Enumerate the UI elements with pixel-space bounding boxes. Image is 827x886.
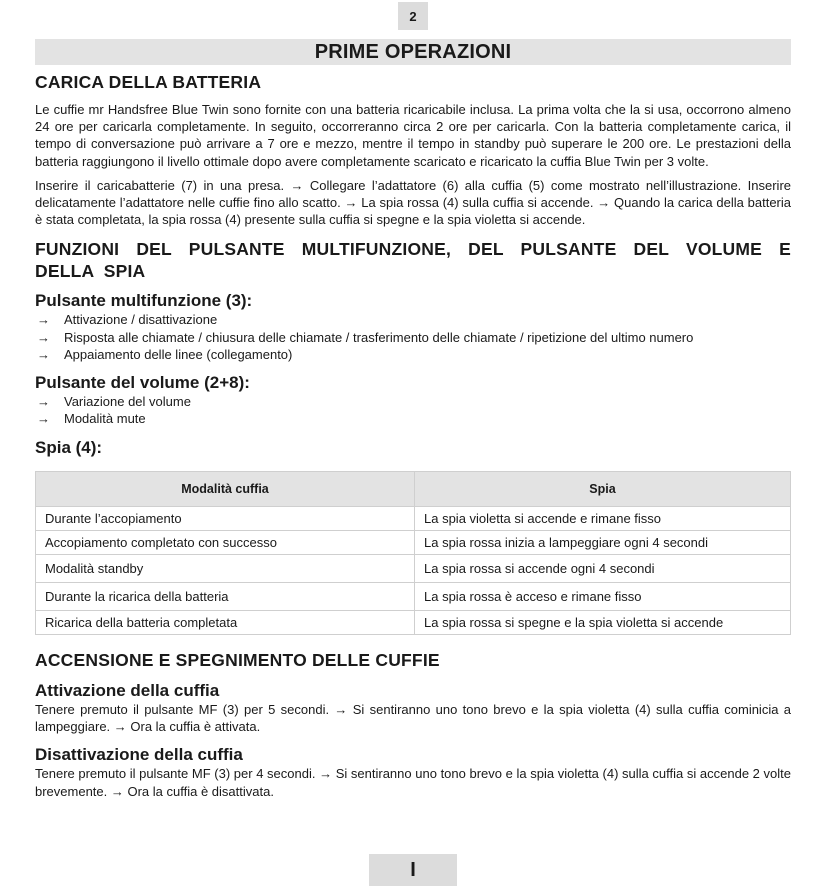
led-heading: Spia (4): xyxy=(35,437,103,457)
table-cell: Durante la ricarica della batteria xyxy=(36,582,415,610)
power-heading: ACCENSIONE E SPEGNIMENTO DELLE CUFFIE xyxy=(35,649,440,670)
column-header-mode: Modalità cuffia xyxy=(36,471,415,506)
table-row xyxy=(36,506,791,530)
list-item: → Appaiamento delle linee (collegamento) xyxy=(37,347,293,363)
volume-heading: Pulsante del volume (2+8): xyxy=(35,372,250,392)
volume-list xyxy=(35,393,791,428)
page-number-top: 2 xyxy=(398,2,428,30)
page-number-bottom: I xyxy=(369,854,457,886)
power-on-text: Tenere premuto il pulsante MF (3) per 5 secondi. → Si sentiranno uno tono brevo e la spia violetta (4) sulla cuffia cominicia a lampeggiare. → Ora la cuffia è attivata. xyxy=(35,701,791,735)
arrow-icon: → xyxy=(37,393,50,409)
arrow-icon: → xyxy=(37,329,50,345)
charging-paragraph-2: Inserire il caricabatterie (7) in una presa. → Collegare l’adattatore (6) alla cuffia (5) come mostrato nell’illustrazione. Inserire delicatamente l’adattatore nelle cuffie fino allo scatto. → La spia rossa (4) sulla cuffia si accende. → Quando la carica della batteria è stata completata, la spia rossa (4) presente sulla cuffia si spegne e la spia violetta si accende. xyxy=(35,177,791,228)
power-off-heading: Disattivazione della cuffia xyxy=(35,745,243,765)
table-row xyxy=(36,610,791,634)
arrow-icon: → xyxy=(37,411,50,427)
power-on-heading: Attivazione della cuffia xyxy=(35,680,220,700)
table-cell: La spia rossa si spegne e la spia violetta si accende xyxy=(415,610,791,634)
multifunction-heading: Pulsante multifunzione (3): xyxy=(35,291,253,311)
main-content xyxy=(35,72,791,800)
list-item: → Variazione del volume xyxy=(37,393,191,409)
table-cell: La spia rossa si accende ogni 4 secondi xyxy=(415,554,791,582)
table-cell: Accopiamento completato con successo xyxy=(36,530,415,554)
list-item: → Risposta alle chiamate / chiusura delle chiamate / trasferimento delle chiamate / ripetizione del ultimo numero xyxy=(37,329,694,345)
column-header-led: Spia xyxy=(415,471,791,506)
multifunction-list xyxy=(35,311,791,364)
power-off-text: Tenere premuto il pulsante MF (3) per 4 secondi. → Si sentiranno uno tono brevo e la spia violetta (4) sulla cuffia si accende 2 volte brevemente. → Ora la cuffia è disattivata. xyxy=(35,766,791,799)
led-table xyxy=(35,471,791,635)
arrow-icon: → xyxy=(37,312,50,328)
table-header-row xyxy=(36,471,791,506)
table-row xyxy=(36,554,791,582)
table-cell: La spia violetta si accende e rimane fisso xyxy=(415,506,791,530)
arrow-icon: → xyxy=(37,347,50,363)
list-item: → Modalità mute xyxy=(37,411,146,427)
charging-heading: CARICA DELLA BATTERIA xyxy=(35,72,262,92)
charging-paragraph-1: Le cuffie mr Handsfree Blue Twin sono fornite con una batteria ricaricabile inclusa. La prima volta che la si usa, occorrono almeno 24 ore per caricarla completamente. In seguito, occorreranno circa 2 ore per caricarla. Con la batteria completamente carica, il tempo di conversazione può arrivare a 7 ore e mezzo, mentre il tempo in standby può superare le 200 ore. Le prestazioni della batteria raggiungono il livello ottimale dopo avere completamente scaricato e ricaricato la cuffia Blue Twin per 3 volte. xyxy=(35,102,791,169)
functions-heading: FUNZIONI DEL PULSANTE MULTIFUNZIONE, DEL PULSANTE DEL VOLUME E DELLA SPIA xyxy=(35,239,791,282)
section-banner: PRIME OPERAZIONI xyxy=(35,39,791,65)
table-row xyxy=(36,530,791,554)
list-item: → Attivazione / disattivazione xyxy=(37,312,218,328)
table-row xyxy=(36,582,791,610)
table-cell: La spia rossa è acceso e rimane fisso xyxy=(415,582,791,610)
table-cell: Ricarica della batteria completata xyxy=(36,610,415,634)
table-cell: La spia rossa inizia a lampeggiare ogni 4 secondi xyxy=(415,530,791,554)
table-cell: Modalità standby xyxy=(36,554,415,582)
table-cell: Durante l’accopiamento xyxy=(36,506,415,530)
